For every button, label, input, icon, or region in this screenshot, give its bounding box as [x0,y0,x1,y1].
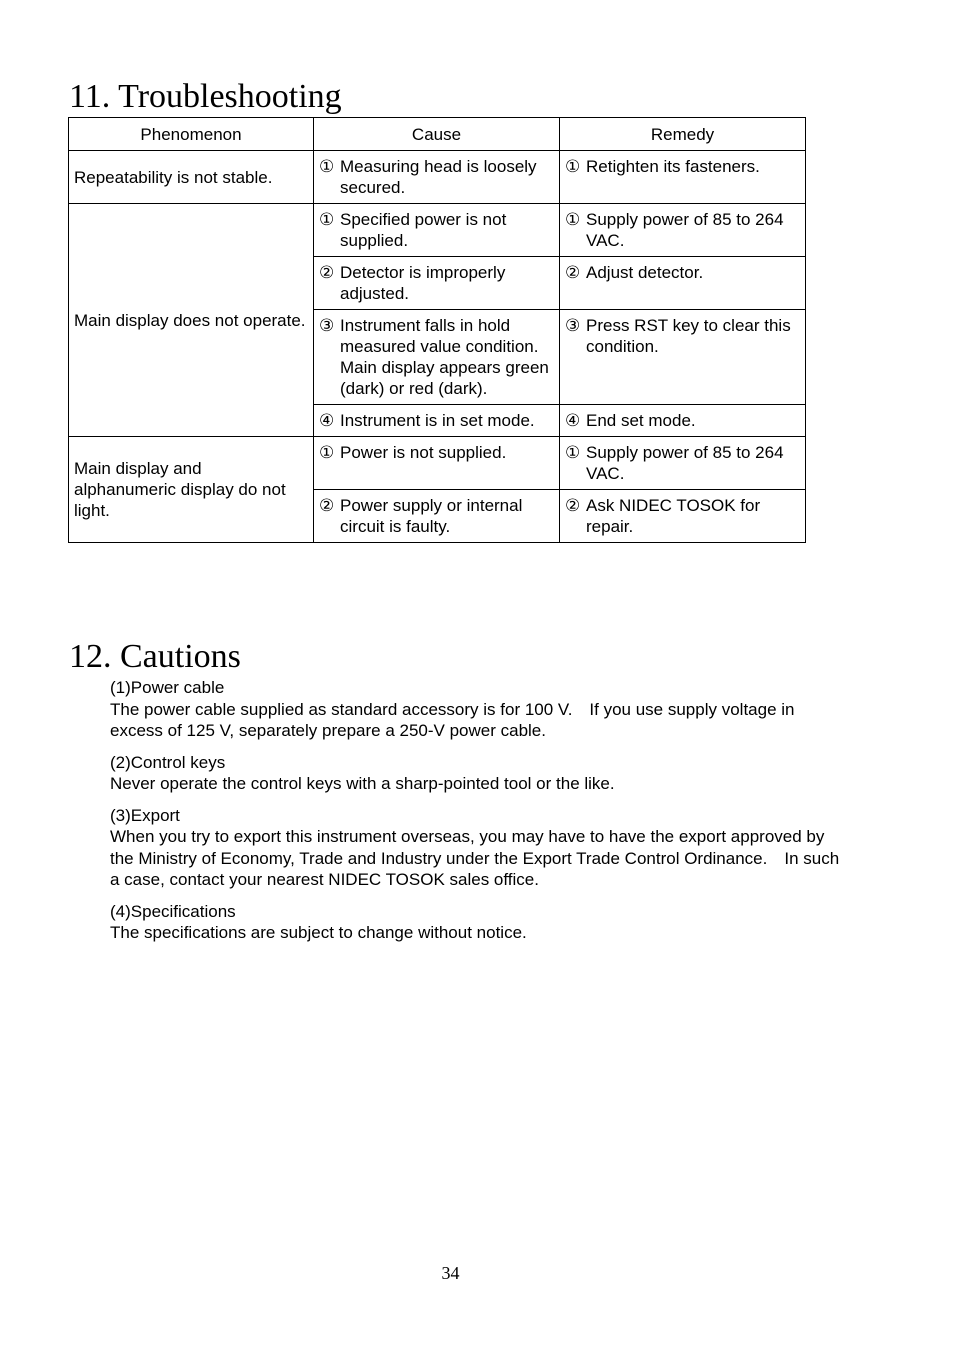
remedy-number: ③ [565,316,581,335]
caution-item-control-keys [110,752,850,795]
troubleshooting-table [68,117,806,543]
cause-cell [314,151,560,204]
table-row [69,151,806,204]
table-row [69,437,806,490]
caution-body: The specifications are subject to change without notice. [110,923,527,942]
cause-text: Instrument is in set mode. [340,411,535,430]
cause-text: Specified power is not supplied. [340,210,507,250]
table-row [69,204,806,257]
remedy-text: Supply power of 85 to 264 VAC. [586,210,784,250]
remedy-text: Supply power of 85 to 264 VAC. [586,443,784,483]
header-phenomenon: Phenomenon [69,118,314,151]
section-11-title: 11. Troubleshooting [69,78,342,115]
remedy-cell [560,437,806,490]
remedy-cell [560,310,806,405]
remedy-number: ① [565,443,581,462]
caution-item-specifications [110,901,850,944]
caution-title: (4)Specifications [110,901,236,921]
cause-text: Instrument falls in hold measured value condition. Main display appears green (dark) or red (dark). [340,316,556,398]
cause-number: ② [319,263,335,282]
remedy-cell [560,204,806,257]
remedy-text: End set mode. [586,411,696,430]
cause-cell [314,257,560,310]
caution-body: The power cable supplied as standard accessory is for 100 V. If you use supply voltage in excess of 125 V, separately prepare a 250-V power cable. [110,699,795,740]
cause-cell [314,310,560,405]
cause-text: Detector is improperly adjusted. [340,263,506,303]
page-number: 34 [441,1263,460,1283]
cause-number: ① [319,443,335,462]
cause-cell [314,405,560,437]
phenomenon-cell: Repeatability is not stable. [69,151,314,204]
remedy-text: Ask NIDEC TOSOK for repair. [586,496,761,536]
cause-number: ④ [319,411,335,430]
caution-body: When you try to export this instrument overseas, you may have to have the export approved by the Ministry of Economy, Trade and Industry under the Export Trade Control Ordinance. In such a case, contact your nearest NIDEC TOSOK sales office. [110,827,840,889]
section-12-title: 12. Cautions [69,638,241,675]
caution-title: (2)Control keys [110,752,226,772]
caution-body: Never operate the control keys with a sharp-pointed tool or the like. [110,774,615,793]
remedy-cell [560,405,806,437]
caution-item-power-cable [110,677,850,742]
cause-number: ① [319,210,335,229]
cause-text: Measuring head is loosely secured. [340,157,537,197]
caution-title: (1)Power cable [110,678,225,697]
cause-number: ③ [319,316,335,335]
table-header-row [69,118,806,151]
remedy-number: ② [565,263,581,282]
remedy-text: Press RST key to clear this condition. [586,316,791,356]
remedy-text: Retighten its fasteners. [586,157,760,176]
phenomenon-cell: Main display does not operate. [69,204,314,437]
cautions-list [110,677,850,954]
cause-number: ② [319,496,335,515]
cause-number: ① [319,157,335,176]
remedy-cell [560,490,806,543]
cause-text: Power supply or internal circuit is faulty. [340,496,523,536]
remedy-cell [560,151,806,204]
remedy-text: Adjust detector. [586,263,704,282]
phenomenon-cell: Main display and alphanumeric display do not light. [69,437,314,543]
remedy-number: ② [565,496,581,515]
header-cause: Cause [314,118,560,151]
caution-item-export [110,805,850,891]
cause-cell [314,204,560,257]
cause-cell [314,490,560,543]
remedy-cell [560,257,806,310]
remedy-number: ① [565,210,581,229]
cause-cell [314,437,560,490]
cause-text: Power is not supplied. [340,443,507,462]
header-remedy: Remedy [560,118,806,151]
remedy-number: ① [565,157,581,176]
caution-title: (3)Export [110,805,180,825]
remedy-number: ④ [565,411,581,430]
